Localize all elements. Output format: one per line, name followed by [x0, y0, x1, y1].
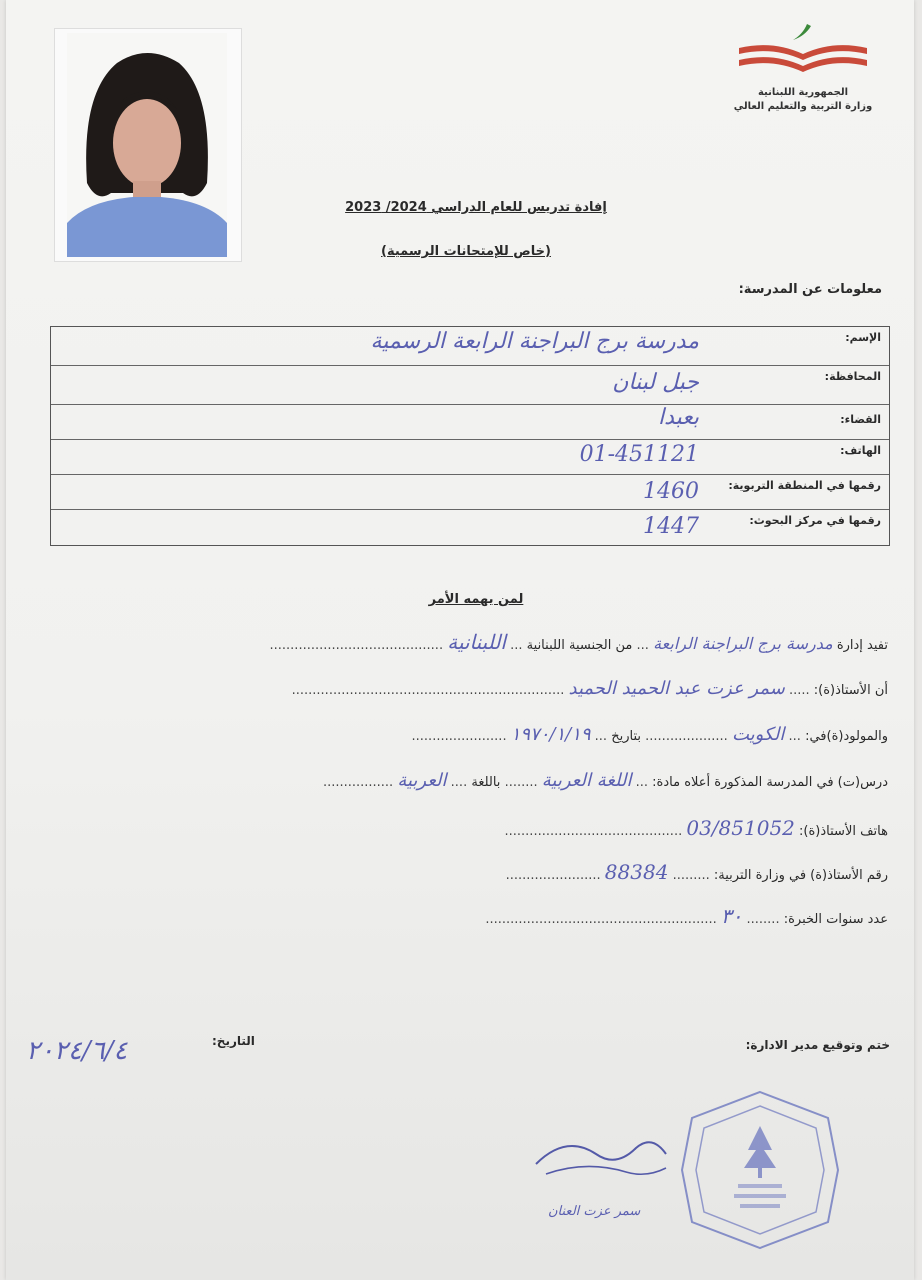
line1-prefix: تفيد إدارة [836, 638, 888, 653]
line7-prefix: عدد سنوات الخبرة: [783, 912, 888, 927]
line1-mid: من الجنسية اللبنانية [526, 638, 633, 653]
experience-years-handwritten: ٣٠ [720, 904, 743, 928]
line2-prefix: أن الأستاذ(ة): [813, 683, 888, 698]
row-label: القضاء: [840, 413, 881, 426]
line3-prefix: والمولود(ة)في: [805, 729, 888, 744]
birthplace-handwritten: الكويت [731, 724, 785, 745]
phone-value: 01-451121 [579, 442, 699, 467]
table-row [51, 366, 889, 405]
line5-prefix: هاتف الأستاذ(ة): [799, 824, 888, 839]
declaration-line-2: أن الأستاذ(ة): ..... سمر عزت عبد الحميد الحميد .................................................................. [291, 678, 888, 699]
school-handwritten: مدرسة برج البراجنة الرابعة [653, 634, 833, 653]
teacher-phone-handwritten: 03/851052 [686, 816, 795, 840]
line6-prefix: رقم الأستاذ(ة) في وزارة التربية: [713, 868, 888, 883]
school-info-table [50, 326, 890, 546]
declaration-line-7: عدد سنوات الخبرة: ........ ٣٠ ........................................................ [485, 904, 888, 928]
education-zone-number: 1460 [643, 479, 699, 504]
research-center-number: 1447 [643, 514, 699, 539]
declaration-line-3: والمولود(ة)في: ... الكويت .................... بتاريخ ... ١٩٧٠/١/١٩ ....................... [411, 724, 888, 745]
language-handwritten: العربية [397, 770, 447, 791]
stamp-signature-label: ختم وتوقيع مدير الادارة: [745, 1038, 890, 1052]
governorate-value: جبل لبنان [612, 370, 699, 395]
signature-scribble [526, 1124, 676, 1184]
line4-prefix: درس(ت) في المدرسة المذكورة أعلاه مادة: [652, 775, 888, 790]
date-label: التاريخ: [212, 1034, 255, 1048]
table-row [51, 510, 889, 544]
table-row [51, 327, 889, 366]
line3-date-label: بتاريخ [611, 729, 642, 744]
republic-label: الجمهورية اللبنانية [757, 87, 849, 98]
to-whom-heading: لمن يهمه الأمر [428, 592, 524, 607]
document-page [6, 0, 914, 1280]
ministry-number-handwritten: 88384 [604, 860, 669, 884]
signature-name: سمر عزت العنان [548, 1204, 641, 1219]
ministry-logo [728, 20, 878, 130]
table-row [51, 440, 889, 475]
date-handwritten: ٢٠٢٤/٦/٤ [26, 1036, 128, 1066]
row-label: الهاتف: [840, 444, 881, 457]
official-stamp [678, 1088, 842, 1252]
school-info-heading: معلومات عن المدرسة: [738, 282, 882, 297]
declaration-line-1: تفيد إدارة مدرسة برج البراجنة الرابعة ... من الجنسية اللبنانية ... اللبنانية .......................................... [269, 630, 888, 654]
declaration-line-5: هاتف الأستاذ(ة): 03/851052 ........................................... [504, 816, 888, 840]
teacher-name-handwritten: سمر عزت عبد الحميد الحميد [568, 678, 785, 699]
document-title: إفادة تدريس للعام الدراسي 2024/ 2023 [345, 200, 607, 215]
subject-handwritten: اللغة العربية [541, 770, 632, 791]
table-row [51, 475, 889, 510]
nationality-handwritten: اللبنانية [447, 630, 506, 654]
row-label: الإسم: [845, 331, 881, 344]
birthdate-handwritten: ١٩٧٠/١/١٩ [510, 724, 591, 745]
declaration-line-4: درس(ت) في المدرسة المذكورة أعلاه مادة: ... اللغة العربية ........ باللغة .... العربية ................. [322, 770, 888, 791]
district-value: بعبدا [657, 405, 699, 430]
declaration-line-6: رقم الأستاذ(ة) في وزارة التربية: ......... 88384 ....................... [505, 860, 888, 884]
row-label: رقمها في مركز البحوث: [749, 514, 881, 527]
ministry-label: وزارة التربية والتعليم العالي [733, 101, 873, 112]
open-book-icon [733, 20, 873, 82]
school-name-value: مدرسة برج البراجنة الرابعة الرسمية [370, 329, 699, 354]
table-row [51, 405, 889, 440]
row-label: رقمها في المنطقة التربوية: [728, 479, 881, 492]
line4-lang-label: باللغة [471, 775, 501, 790]
document-subtitle: (خاص للإمتحانات الرسمية) [381, 244, 551, 259]
applicant-photo [54, 28, 242, 262]
row-label: المحافظة: [824, 370, 881, 383]
